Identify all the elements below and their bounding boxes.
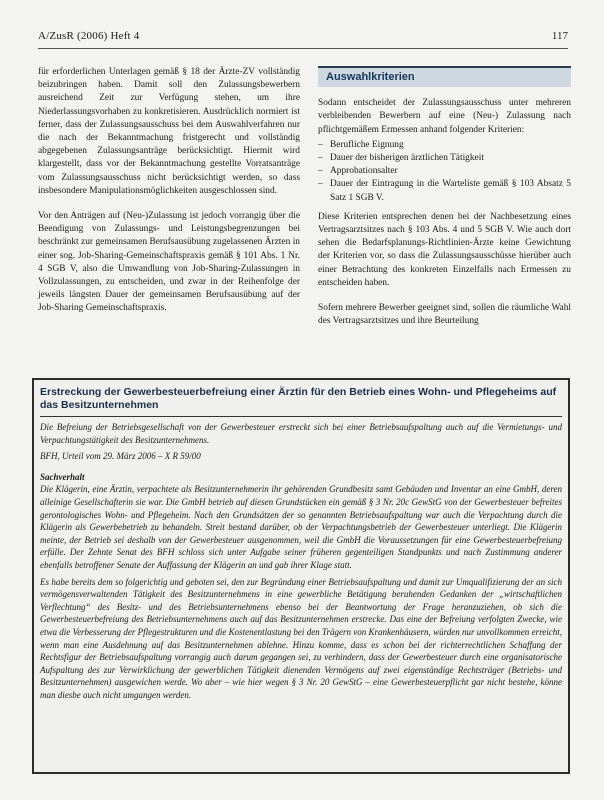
- body-paragraph: Sofern mehrere Bewerber geeignet sind, sollen die räumliche Wahl des Vertragsarztsitzes und ihre Beurteilung: [318, 303, 571, 327]
- body-paragraph: für erforderlichen Unterlagen gemäß § 18 der Ärzte-ZV vollständig beizubringen haben. Damit soll den Zulassungsbewerbern ausreichend Zeit zur Verfügung stehen, um ihre Niederlassungsvorhaben zu konkretisieren. Ausdrücklich normiert ist ferner, dass der Zulassungsausschuss bei dem Auswahlverfahren nur die nach der Bekanntmachung fristgerecht und vollständig abgegebenen Zulassungsanträge berücksichtigt. Hiermit wird klargestellt, dass vor der Bekanntmachung gestellte Vorratsanträge vom Zulassungsausschuss nicht berücksichtigt werden, so dass insbesondere Manipulationsmöglichkeiten ausgeschlossen sind.: [38, 67, 300, 196]
- body-paragraph: Vor den Anträgen auf (Neu-)Zulassung ist jedoch vorrangig über die Beendigung von Zulassungs- und Leistungsbegrenzungen bei beschränkt zur gemeinsamen Berufsausübung zugelassenen Ärzten in einer sog. Job-Sharing-Gemeinschaftspraxis gemäß § 101 Abs. 1 Nr. 4 SGB V, also die Umwandlung von Job-Sharing-Zulassungen in Vollzulassungen, zu entscheiden, und zwar in der Reihenfolge der jeweils längsten Dauer der gemeinsamen Berufsausübung auf der Job-Sharing Gemeinschaftspraxis.: [38, 211, 300, 314]
- right-column: [318, 66, 571, 340]
- case-summary-box: [32, 378, 570, 774]
- page-header: [38, 26, 568, 49]
- left-column: [38, 66, 300, 328]
- criteria-list: [318, 139, 571, 205]
- box-lead: Die Befreiung der Betriebsgesellschaft von der Gewerbesteuer erstreckt sich bei einer Betriebsaufspaltung auch auf die Vermietungs- und Verpachtungstätigkeit des Besitzunternehmens.: [40, 422, 562, 445]
- criteria-item: – Dauer der Eintragung in die Warteliste gemäß § 103 Absatz 5 Satz 1 SGB V.: [318, 178, 571, 204]
- journal-reference: A/ZusR (2006) Heft 4: [38, 30, 140, 42]
- criteria-item: – Dauer der bisherigen ärztlichen Tätigkeit: [318, 152, 571, 165]
- box-paragraph: Es habe bereits dem so folgerichtig und geboten sei, den zur Begründung einer Betriebsaufspaltung und damit zur Umqualifizierung der an sich vermögensverwaltenden Tätigkeit des Besitzunternehmens in eine gewerbliche Betätigung beruhenden Gedanken der „wirtschaftlichen Verflechtung“ des Besitz- und des Betriebsunternehmens ebenso bei der Beantwortung der Frage heranzuziehen, ob sich die Gewerbesteuerbefreiung des Betriebsunternehmens auch auf das Besitzunternehmen erstrecke. Das eine der Befreiung verfolgten Zwecke, wie etwa die Verbesserung der Pflegestrukturen und die Kostenentlastung bei den Trägern von Krankenhäusern, würden nur unvollkommen erreicht, wenn man eine Ausdehnung auf das Besitzunternehmen ablehne. Hinzu komme, dass es schon bei der richterrechtlichen Schaffung der Rechtsfigur der Betriebsaufspaltung vorrangig auch darum gegangen sei, zu verhindern, dass der Gewerbesteuer durch eine organisatorische Aufspaltung des zur Verwirklichung der gewerblichen Tätigkeit dienenden Vermögens auf zwei eigenständige Rechtsträger (Betriebs- und Besitzunternehmen) ausgewichen werde. Wo aber – wie hier wegen § 3 Nr. 20 GewStG – eine Gewerbesteuerpflicht gar nicht bestehe, könne man diesbe auch nicht umgangen werden.: [40, 576, 562, 700]
- section-heading: Auswahlkriterien: [318, 66, 571, 87]
- body-paragraph: Diese Kriterien entsprechen denen bei der Nachbesetzung eines Vertragsarztsitzes nach § 103 Abs. 4 und 5 SGB V. Wie auch dort sehen die Bedarfsplanungs-Richtlinien-Ärzte keine Gewichtung der Kriterien vor, so dass die Zulassungsausschüsse hierüber auch einer Betrachtung des konkreten Einzelfalls nach Ermessen zu entscheiden haben.: [318, 211, 571, 288]
- page-number: 117: [551, 30, 568, 42]
- sachverhalt-heading: Sachverhalt: [40, 471, 85, 482]
- criteria-item: – Approbationsalter: [318, 165, 571, 178]
- body-paragraph: Sodann entscheidet der Zulassungsausschuss unter mehreren verbleibenden Bewerbern auf eine (Neu-) Zulassung nach pflichtgemäßem Ermessen anhand folgender Kriterien:: [318, 98, 571, 135]
- box-paragraph: Die Klägerin, eine Ärztin, verpachtete als Besitzunternehmerin ihr gehörenden Grundbesitz samt Gebäuden und Inventar an eine GmbH, deren alleinige Gesellschafterin sie war. Die GmbH betrieb auf diesen Grundstücken ein gemäß § 3 Nr. 20c GewStG von der Gewerbesteuer befreites gerontologisches Wohn- und Pflegeheim. Nach den Grundsätzen der so genannten Betriebsaufspaltung war auch die Verpachtung durch die Klägerin als Gewerbebetrieb zu behandeln. Streit bestand darüber, ob der Verpachtungsbetrieb der Gewerbesteuer unterliegt. Die Klägerin meinte, der Betrieb sei deshalb von der Gewerbesteuer ausgenommen, weil die GmbH die Voraussetzungen für eine Gewerbesteuerbefreiung erfülle. Der Zehnte Senat des BFH schloss sich unter Aufgabe seiner früheren gegenteiligen Standpunkts und nach Zustimmung anderer ebenfalls betroffener Senate der Auffassung der Klägerin an und gab ihrer Klage statt.: [40, 484, 562, 570]
- box-title: Erstreckung der Gewerbesteuerbefreiung einer Ärztin für den Betrieb eines Wohn- und Pflegeheims auf das Besitzunternehmen: [40, 386, 562, 417]
- court-citation: BFH, Urteil vom 29. März 2006 – X R 59/00: [40, 451, 201, 462]
- criteria-item: – Berufliche Eignung: [318, 139, 571, 152]
